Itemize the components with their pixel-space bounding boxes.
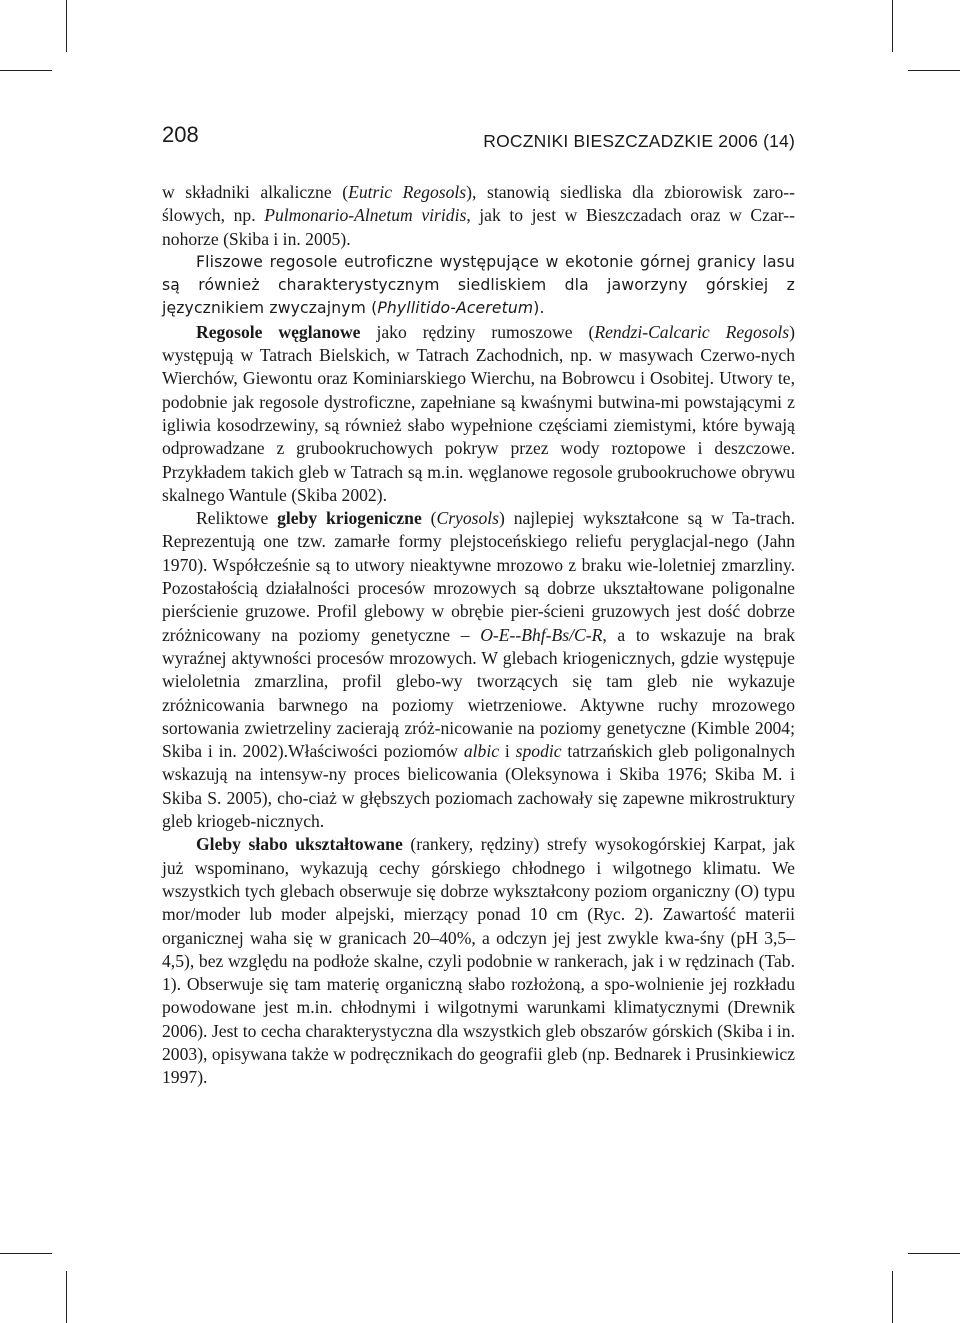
text-run: ), stanowią siedliska dla zbiorowisk zaro-ślowych, np. xyxy=(162,182,796,226)
text-run: Reliktowe xyxy=(196,508,278,529)
text-run: w składniki alkaliczne ( xyxy=(162,182,349,202)
text-run: ( xyxy=(421,508,437,529)
paragraph-3 xyxy=(162,321,795,507)
page-number: 208 xyxy=(162,122,199,147)
crop-mark-bottom-left-h xyxy=(0,1253,52,1254)
bold-term: gleby kriogeniczne xyxy=(277,508,422,529)
crop-mark-top-left xyxy=(66,0,67,52)
text-run: ) występują w Tatrach Bielskich, w Tatrach Zachodnich, np. w masywach Czerwo-nych Wierchów, Giewontu oraz Kominiarskiego Wierchu, na Bobrowcu i Osobitej. Utwory te, podobnie jak regosole dystroficzne, zapełniane są kwaśnymi butwina-mi powstającymi z igliwia kosodrzewiny, są również słabo wypełnione częściami ziemistymi, które bywają odprowadzane z grubookruchowych pokryw przez wody roztopowe i deszczowe. Przykładem takich gleb w Tatrach są m.in. węglanowe regosole grubookruchowe obrywu skalnego Wantule (Skiba 2002). xyxy=(162,321,795,505)
text-run: , a to wskazuje na brak wyraźnej aktywności procesów mrozowych. W glebach kriogenicznych, gdzie występuje wieloletnia zmarzlina, profil glebo-wy tworzących się tam gleb nie wykazuje zróżnicowania barwnego na poziomy wietrzeniowe. Aktywne ruchy mrozowego sortowania zwietrzeliny zacierają zróż-nicowanie na poziomy genetyczne (Kimble 2004; Skiba i in. 2002).Właściwości poziomów xyxy=(162,624,795,762)
paragraph-2 xyxy=(162,251,795,321)
crop-mark-bottom-right xyxy=(892,1271,893,1323)
paragraph-1 xyxy=(162,181,795,251)
latin-term: Phyllitido-Aceretum xyxy=(377,299,534,318)
horizon-sequence: O-E--Bhf-Bs/C-R xyxy=(480,624,603,645)
crop-mark-top-right-h xyxy=(908,70,960,71)
latin-term: albic xyxy=(463,741,500,762)
crop-mark-bottom-right-h xyxy=(908,1253,960,1254)
latin-term: Rendzi-Calcaric Regosols xyxy=(594,321,790,342)
article-body xyxy=(162,181,795,1090)
text-run: tatrzańskich gleb poligonalnych wskazują na intensyw-ny proces bielicowania (Oleksynowa i Skiba 1976; Skiba M. i Skiba S. 2005), cho-ciaż w głębszych poziomach zachowały się zapewne mikrostruktury gleb kriogeb-nicznych. xyxy=(162,741,796,832)
text-run: i xyxy=(499,741,516,762)
crop-mark-bottom-left xyxy=(66,1271,67,1323)
text-run: , jak to jest w Bieszczadach oraz w Czar-nohorze (Skiba i in. 2005). xyxy=(162,205,795,249)
text-run: ) najlepiej wykształcone są w Ta-trach. Reprezentują one tzw. zamarłe formy plejstoceńskiego reliefu peryglacjal-nego (Jahn 1970). Współcześnie są to utwory nieaktywne mrozowo z braku wie-loletniej zmarzliny. Pozostałością działalności procesów mrozowych są dobrze ukształtowane poligonalne pierścienie gruzowe. Profil glebowy w obrębie pier-ścieni gruzowych jest dość dobrze zróżnicowany na poziomy genetyczne – xyxy=(162,508,796,645)
paragraph-4 xyxy=(162,507,795,833)
text-run: jako rędziny rumoszowe ( xyxy=(360,321,595,342)
latin-term: Pulmonario-Alnetum viridis xyxy=(264,205,467,226)
crop-mark-top-right xyxy=(892,0,893,52)
crop-mark-top-left-h xyxy=(0,70,52,71)
bold-term: Regosole węglanowe xyxy=(196,321,361,342)
latin-term: spodic xyxy=(515,741,562,762)
latin-term: Eutric Regosols xyxy=(348,182,467,202)
journal-title: ROCZNIKI BIESZCZADZKIE 2006 (14) xyxy=(483,131,795,151)
bold-term: Gleby słabo ukształtowane xyxy=(196,834,403,855)
running-head xyxy=(162,122,795,158)
text-run: (rankery, rędziny) strefy wysokogórskiej Karpat, jak już wspominano, wykazują cechy górskiego chłodnego i wilgotnego klimatu. We wszystkich tych glebach obserwuje się dobrze wykształcony poziom organiczny (O) typu mor/moder lub moder alpejski, mierzący ponad 10 cm (Ryc. 2). Zawartość materii organicznej waha się w granicach 20–40%, a odczyn jej jest zwykle kwa-śny (pH 3,5–4,5), bez względu na podłoże skalne, czyli podobnie w rankerach, jak i w rędzinach (Tab. 1). Obserwuje się tam materię organiczną słabo rozłożoną, a spo-wolnienie jej rozkładu powodowane jest m.in. chłodnymi i wilgotnymi warunkami klimatycznymi (Drewnik 2006). Jest to cecha charakterystyczna dla wszystkich gleb obszarów górskich (Skiba i in. 2003), opisywana także w podręcznikach do geografii gleb (np. Bednarek i Prusinkiewicz 1997). xyxy=(162,834,795,1088)
paragraph-5 xyxy=(162,833,795,1089)
latin-term: Cryosols xyxy=(436,508,500,529)
text-run: ). xyxy=(533,299,545,318)
text-run: Fliszowe regosole eutroficzne występujące w ekotonie górnej granicy lasu są również charakterystycznym siedliskiem dla jaworzyny górskiej z języcznikiem zwyczajnym ( xyxy=(162,252,795,318)
